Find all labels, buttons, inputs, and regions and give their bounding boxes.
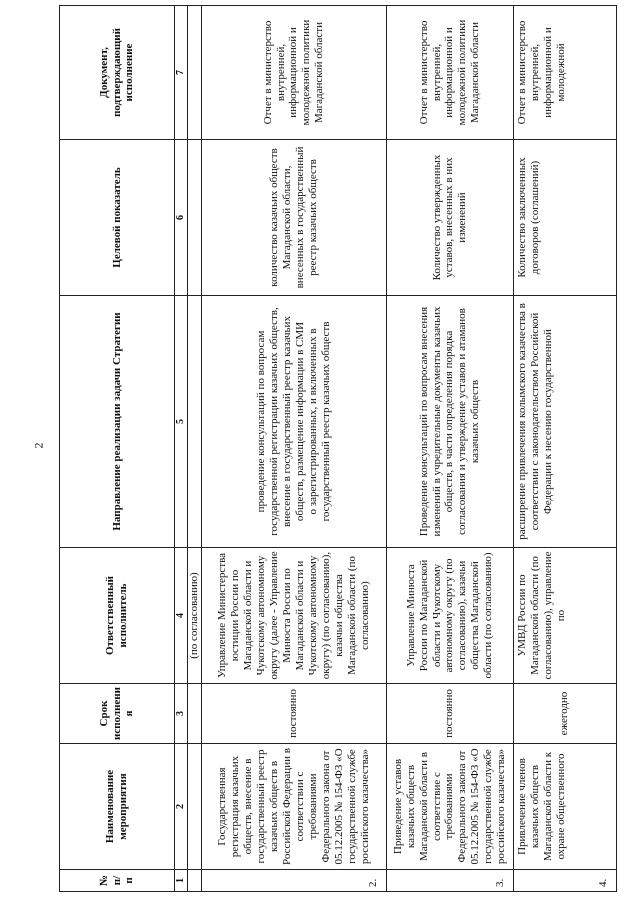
column-number-row — [175, 6, 188, 892]
row-indicator: количество казачьих обществ Магаданской области, внесенных в государственный реестр казачьих обществ — [201, 140, 386, 296]
cell-empty — [188, 744, 202, 870]
continuation-row — [188, 6, 202, 892]
row-term: ежегодно — [513, 684, 616, 744]
row-measure-name: Привлечение членов казачьих обществ Магаданской области к охране общественного — [513, 744, 616, 870]
row-document: Отчет в министерство внутренней, информационной и молодежной политики Магаданской области — [201, 6, 386, 140]
column-number: 6 — [175, 140, 188, 296]
header-direction: Направление реализации задачи Стратегии — [60, 296, 175, 548]
row-measure-name: Государственная регистрация казачьих обществ, внесение в государственный реестр казачьих обществ в Российской Федерации в соответствии с требованиями Федерального закона от 05.12.2005 № 154-ФЗ «О государственной службе российского казачества» — [201, 744, 386, 870]
rotated-table-stage — [59, 0, 632, 896]
row-number: 4. — [513, 870, 616, 892]
row-direction-part: о зарегистрированных, и включенных в государственный реестр казачьих обществ — [306, 321, 332, 522]
header-indicator: Целевой показатель — [60, 140, 175, 296]
cell-empty — [188, 140, 202, 296]
row-indicator: Количество заключенных договоров (соглашений) — [513, 140, 616, 296]
page-number: 2 — [31, 442, 46, 449]
header-executor: Ответственный исполнитель — [60, 548, 175, 684]
row-direction: Проведение консультаций по вопросам внесения изменений в учредительные документы казачьих обществ, в части определения порядка согласования и утверждение уставов и атаманов казачьих обществ — [386, 296, 513, 548]
header-row — [60, 6, 175, 892]
cell-empty — [188, 870, 202, 892]
row-direction-part: проведение консультаций по вопросам государственной регистрации казачьих обществ, внесение в государственный реестр казачьих обществ, размещение информации в СМИ — [255, 307, 306, 536]
column-number: 5 — [175, 296, 188, 548]
cell-empty — [188, 6, 202, 140]
header-document: Документ, подтверждающий исполнение — [60, 6, 175, 140]
row-direction — [201, 296, 386, 548]
row-term: постоянно — [386, 684, 513, 744]
row-document: Отчет в министерство внутренней, информационной и молодежной политики Магаданской области — [386, 6, 513, 140]
table-row — [513, 6, 616, 892]
column-number: 1 — [175, 870, 188, 892]
table-row — [201, 6, 386, 892]
cell-empty — [188, 684, 202, 744]
row-indicator: Количество утвержденных уставов, внесенных в них изменений — [386, 140, 513, 296]
column-number: 4 — [175, 548, 188, 684]
row-direction: расширение привлечения колымского казачества в соответствии с законодательством Российской Федерации к несению государственной — [513, 296, 616, 548]
header-num: № п/п — [60, 870, 175, 892]
table-row — [386, 6, 513, 892]
row-number: 3. — [386, 870, 513, 892]
row-executor: Управление Минюста России по Магаданской области и Чукотскому автономному округу (по согласованию), казачьи общества Магаданской области (по согласованию) — [386, 548, 513, 684]
row-executor: Управление Министерства юстиции России по Магаданской области и Чукотскому автономному округу (далее - Управление Минюста России по Магаданской области и Чукотскому автономному округу) (по согласованию), казачьи общества Магаданской области (по согласованию) — [201, 548, 386, 684]
measures-table — [59, 5, 617, 892]
header-term: Срок исполнения — [60, 684, 175, 744]
row-executor: УМВД России по Магаданской области (по согласованию), управление по — [513, 548, 616, 684]
row-term: постоянно — [201, 684, 386, 744]
row-measure-name: Приведение уставов казачьих обществ Магаданской области в соответствие с требованиями Федерального закона от 05.12.2005 № 154-ФЗ «О государственной службе российского казачества» — [386, 744, 513, 870]
cell-empty — [188, 296, 202, 548]
column-number: 2 — [175, 744, 188, 870]
column-number: 7 — [175, 6, 188, 140]
row-number: 2. — [201, 870, 386, 892]
header-name: Наименование мероприятия — [60, 744, 175, 870]
row-document: Отчет в министерство внутренней, информационной и молодежной — [513, 6, 616, 140]
column-number: 3 — [175, 684, 188, 744]
cell-executor-continuation: (по согласованию) — [188, 548, 202, 684]
